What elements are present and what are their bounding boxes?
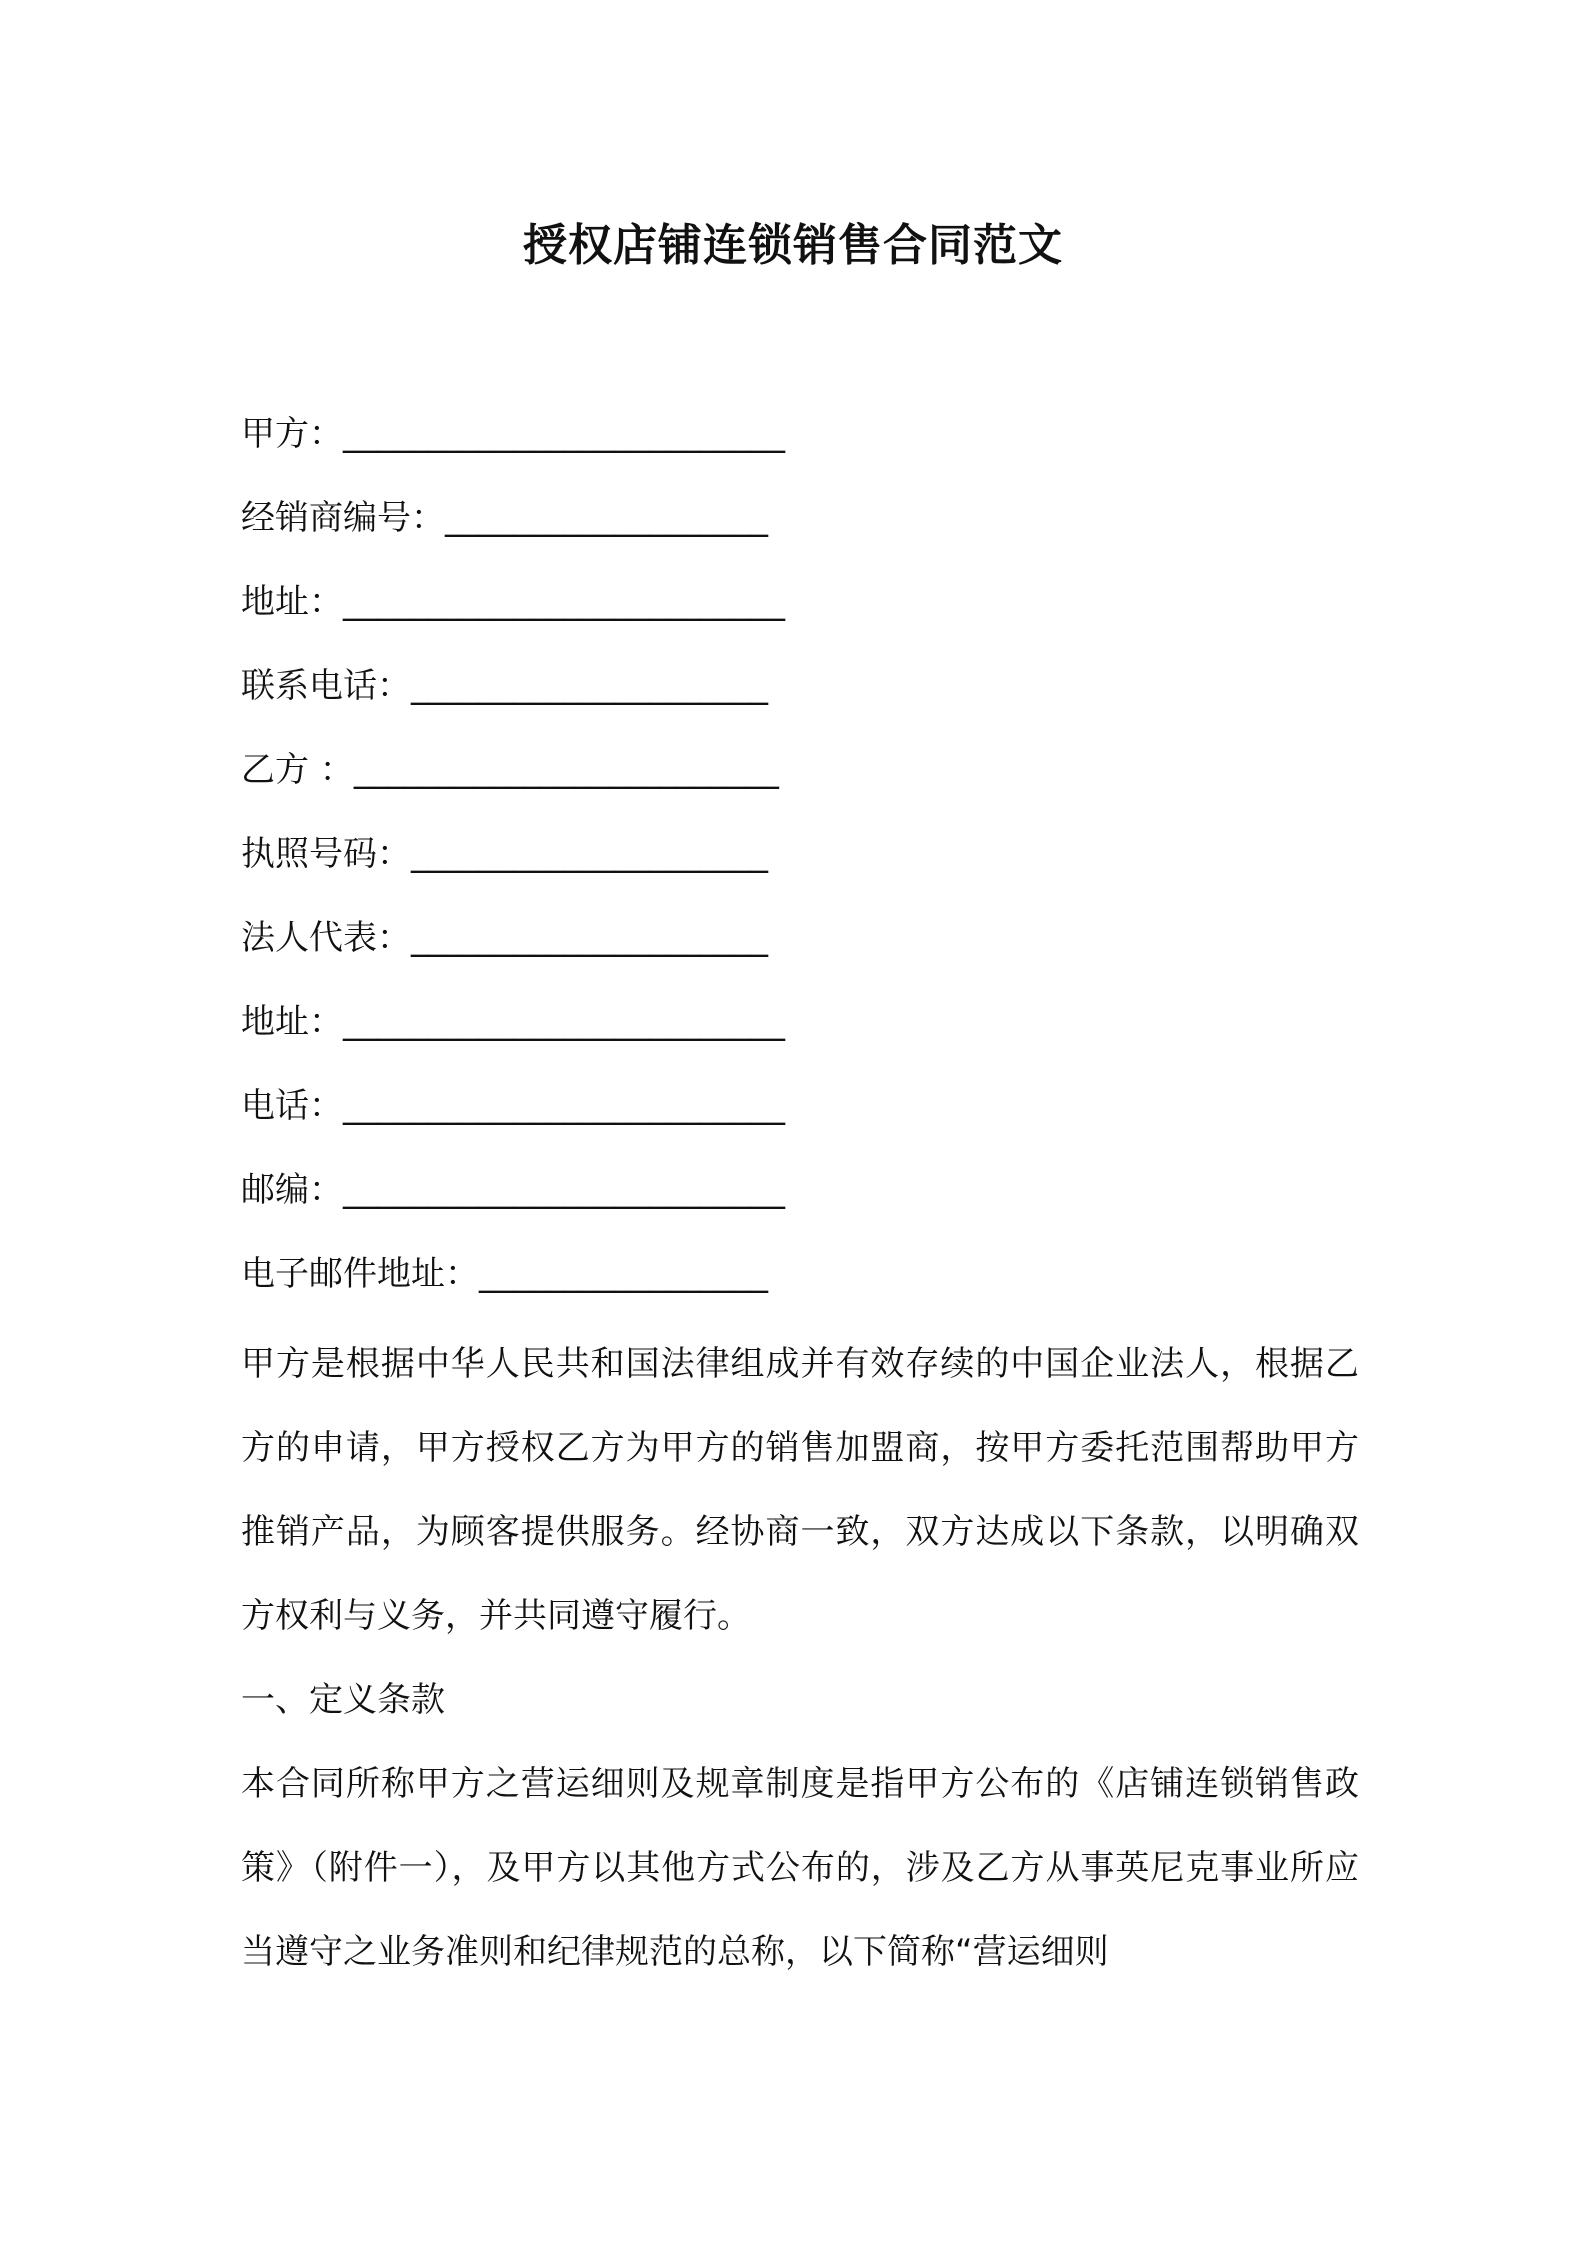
field-blank-line: __________________________ bbox=[343, 1086, 785, 1126]
field-label: 联系电话： bbox=[241, 666, 411, 706]
document-title: 授权店铺连锁销售合同范文 bbox=[523, 220, 1063, 271]
section-heading-definitions: 一、定义条款 bbox=[241, 1680, 445, 1720]
field-blank-line: __________________________ bbox=[343, 1002, 785, 1042]
field-legal-representative bbox=[241, 908, 1361, 992]
field-blank-line: ___________________ bbox=[445, 498, 768, 538]
field-party-b bbox=[241, 740, 1361, 824]
field-label: 邮编： bbox=[241, 1170, 343, 1210]
field-label: 乙方 ： bbox=[241, 750, 354, 790]
field-email bbox=[241, 1244, 1361, 1328]
contract-body bbox=[241, 1322, 1359, 1994]
field-phone bbox=[241, 1076, 1361, 1160]
definitions-paragraph: 本合同所称甲方之营运细则及规章制度是指甲方公布的《店铺连锁销售政策》（附件一），及甲方以其他方式公布的，涉及乙方从事英尼克事业所应当遵守之业务准则和纪律规范的总称，以下简称“营运细则 bbox=[241, 1764, 1359, 1972]
party-info-fields bbox=[241, 404, 1361, 1328]
field-label: 法人代表： bbox=[241, 918, 411, 958]
field-label: 地址： bbox=[241, 582, 343, 622]
field-dealer-number bbox=[241, 488, 1361, 572]
field-label: 电子邮件地址： bbox=[241, 1254, 479, 1294]
field-blank-line: _____________________ bbox=[411, 918, 768, 958]
field-contact-phone bbox=[241, 656, 1361, 740]
field-label: 执照号码： bbox=[241, 834, 411, 874]
field-party-a bbox=[241, 404, 1361, 488]
field-blank-line: __________________________ bbox=[343, 414, 785, 454]
field-postcode bbox=[241, 1160, 1361, 1244]
field-label: 经销商编号： bbox=[241, 498, 445, 538]
field-license-number bbox=[241, 824, 1361, 908]
field-blank-line: _____________________ bbox=[411, 666, 768, 706]
field-label: 地址： bbox=[241, 1002, 343, 1042]
field-blank-line: __________________________ bbox=[343, 582, 785, 622]
field-blank-line: _________________________ bbox=[353, 750, 779, 790]
intro-paragraph: 甲方是根据中华人民共和国法律组成并有效存续的中国企业法人，根据乙方的申请，甲方授权乙方为甲方的销售加盟商，按甲方委托范围帮助甲方推销产品，为顾客提供服务。经协商一致，双方达成以下条款，以明确双方权利与义务，并共同遵守履行。 bbox=[241, 1344, 1359, 1636]
field-blank-line: __________________________ bbox=[343, 1170, 785, 1210]
field-label: 甲方： bbox=[241, 414, 343, 454]
field-label: 电话： bbox=[241, 1086, 343, 1126]
field-address-a bbox=[241, 572, 1361, 656]
field-address-b bbox=[241, 992, 1361, 1076]
field-blank-line: _________________ bbox=[479, 1254, 768, 1294]
field-blank-line: _____________________ bbox=[411, 834, 768, 874]
